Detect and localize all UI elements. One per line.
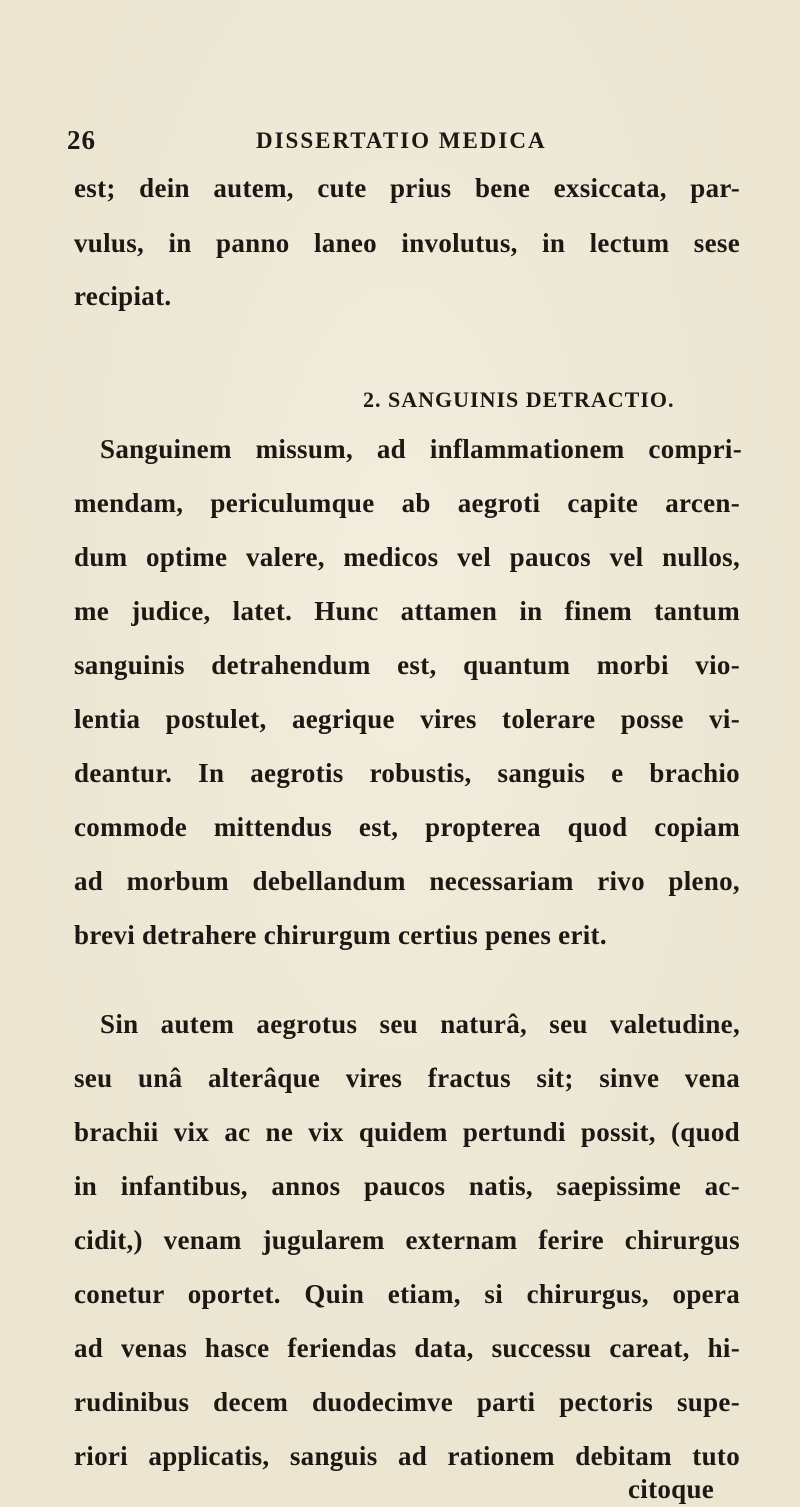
running-title: DISSERTATIO MEDICA [256,128,547,153]
text-line: mendam, periculumque ab aegroti capite arcen- [74,488,740,518]
text-line: Sanguinem missum, ad inflammationem compri- [100,434,742,464]
text-line: dum optime valere, medicos vel paucos vel nullos, [74,542,740,572]
text-line: riori applicatis, sanguis ad rationem debitam tuto [74,1441,740,1471]
text-line: rudinibus decem duodecimve parti pectoris supe- [74,1387,740,1417]
text-line: vulus, in panno laneo involutus, in lectum sese [74,228,740,258]
section-heading: 2. SANGUINIS DETRACTIO. [363,387,675,412]
text-line: Sin autem aegrotus seu naturâ, seu valetudine, [100,1009,740,1039]
text-line: est; dein autem, cute prius bene exsiccata, par- [74,173,740,203]
text-line: ad morbum debellandum necessariam rivo pleno, [74,866,740,896]
page-header [0,125,800,165]
text-line: deantur. In aegrotis robustis, sanguis e brachio [74,758,740,788]
text-line: lentia postulet, aegrique vires tolerare posse vi- [74,704,740,734]
text-line: seu unâ alterâque vires fractus sit; sinve vena [74,1063,740,1093]
text-line: cidit,) venam jugularem externam ferire chirurgus [74,1225,740,1255]
page-number: 26 [67,125,96,155]
text-line: brachii vix ac ne vix quidem pertundi possit, (quod [74,1117,740,1147]
text-line: commode mittendus est, propterea quod copiam [74,812,740,842]
text-line: in infantibus, annos paucos natis, saepissime ac- [74,1171,740,1201]
catchword: citoque [628,1474,715,1504]
text-line: sanguinis detrahendum est, quantum morbi vio- [74,650,740,680]
text-line: recipiat. [74,281,172,311]
text-line: conetur oportet. Quin etiam, si chirurgus, opera [74,1279,740,1309]
text-line: brevi detrahere chirurgum certius penes erit. [74,920,607,950]
text-line: me judice, latet. Hunc attamen in finem tantum [74,596,740,626]
text-line: ad venas hasce feriendas data, successu careat, hi- [74,1333,740,1363]
